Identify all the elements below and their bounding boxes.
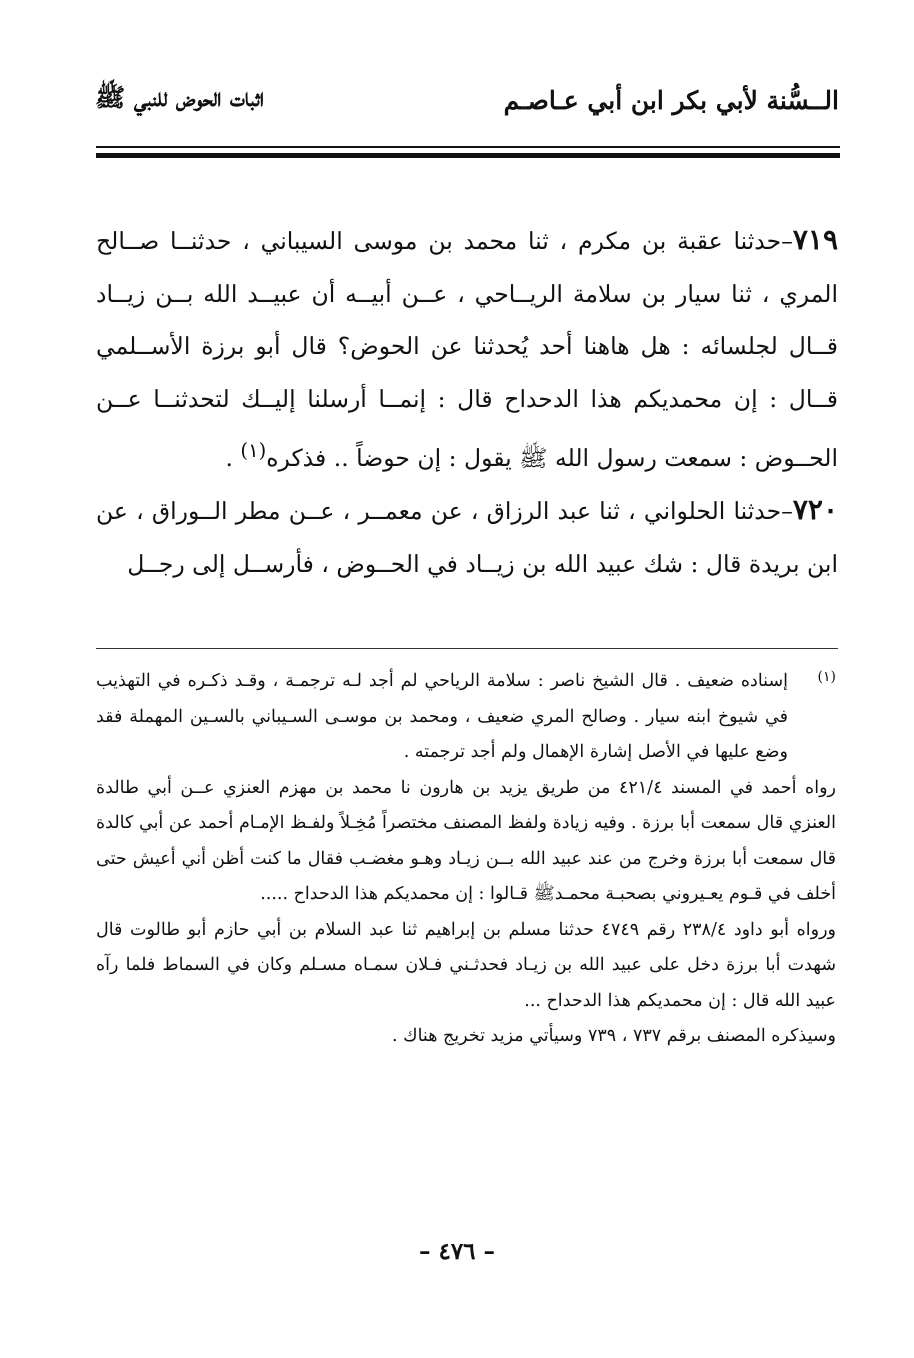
footnote-paragraph: رواه أحمد في المسند ٤٢١/٤ من طريق يزيد بن هارون نا محمد بن مهزم العنزي عــن أبي طالدة العنزي قال سمعت أبا برزة . وفيه زيادة ولفظ المصنف مختصراً مُخِـلاً ولفـظ الإمـام أحمد عن أبي كالدة قال سمعت أبا برزة وخرج من عند عبيد الله بــن زيـاد وهـو مغضـب فقال ما كنت أظن أني أعيش حتى أخلف في قـوم يعـيروني بصحبـة محمـدﷺ قـالوا : إن محمديكم هذا الدحداح ..... bbox=[96, 777, 836, 904]
footnote-paragraph: ورواه أبو داود ٢٣٨/٤ رقم ٤٧٤٩ حدثنا مسلم بن إبراهيم ثنا عبد السلام بن أبي حازم أبو طالوت قال شهدت أبا برزة دخل على عبيد الله بن زيـاد فحدثـني فـلان سمـاه مسـلم وكان في السماط فلما رآه عبيد الله قال : إن محمديكم هذا الدحداح ... bbox=[96, 919, 836, 1011]
hadith-text: –حدثنا الحلواني ، ثنا عبد الرزاق ، عن معمــر ، عــن مطر الــوراق ، عن ابن بريدة قال : شك عبيد الله بن زيــاد في الحــوض ، فأرســل إلى رجــل bbox=[96, 497, 838, 578]
hadith-720 bbox=[96, 484, 838, 590]
header-rule-thick bbox=[96, 153, 840, 158]
footnotes bbox=[96, 664, 836, 1055]
hadith-719 bbox=[96, 214, 838, 484]
main-text bbox=[96, 214, 838, 590]
chapter-title: اثبات الحوض للنبي ﷺ bbox=[95, 82, 264, 112]
header-rule-thin bbox=[96, 146, 840, 148]
hadith-number: ٧٢٠ bbox=[792, 493, 838, 527]
footnote-1 bbox=[96, 664, 836, 771]
hadith-number: ٧١٩ bbox=[792, 223, 838, 256]
page-number: – ٤٧٦ – bbox=[418, 1238, 496, 1265]
running-header bbox=[95, 70, 839, 130]
book-title: الــسُّنة لأبي بكر ابن أبي عـاصـم bbox=[503, 85, 839, 115]
footnote-marker: (١) bbox=[817, 669, 836, 685]
footnote-reference[interactable]: (١) bbox=[240, 439, 267, 462]
hadith-end: . bbox=[225, 443, 241, 472]
footnote-paragraph: وسيذكره المصنف برقم ٧٣٧ ، ٧٣٩ وسيأتي مزيد تخريج هناك . bbox=[392, 1026, 836, 1046]
hadith-text: –حدثنا عقبة بن مكرم ، ثنا محمد بن موسى السيباني ، حدثنــا صــالح المري ، ثنا سيار بن سلامة الريــاحي ، عــن أبيــه أن عبيــد الله بــن زيــاد قــال لجلسائه : هل هاهنا أحد يُحدثنا عن الحوض؟ قال أبو برزة الأســلمي قــال : إن محمديكم هذا الدحداح قال : إنمــا أرسلنا إليــك لتحدثنــا عــن الحــوض : سمعت رسول الله ﷺ يقول : إن حوضاً .. فذكره bbox=[96, 227, 838, 472]
footnote-text: إسناده ضعيف . قال الشيخ ناصر : سلامة الرياحي لم أجد لـه ترجمـة ، وقـد ذكـره في التهذيب في شيوخ ابنه سيار . وصالح المري ضعيف ، ومحمد بن موسـى السـيباني بالسـين المهملة فقد وضع عليها في الأصل إشارة الإهمال ولم أجد ترجمته . bbox=[96, 671, 788, 762]
footnote-separator bbox=[96, 648, 838, 649]
